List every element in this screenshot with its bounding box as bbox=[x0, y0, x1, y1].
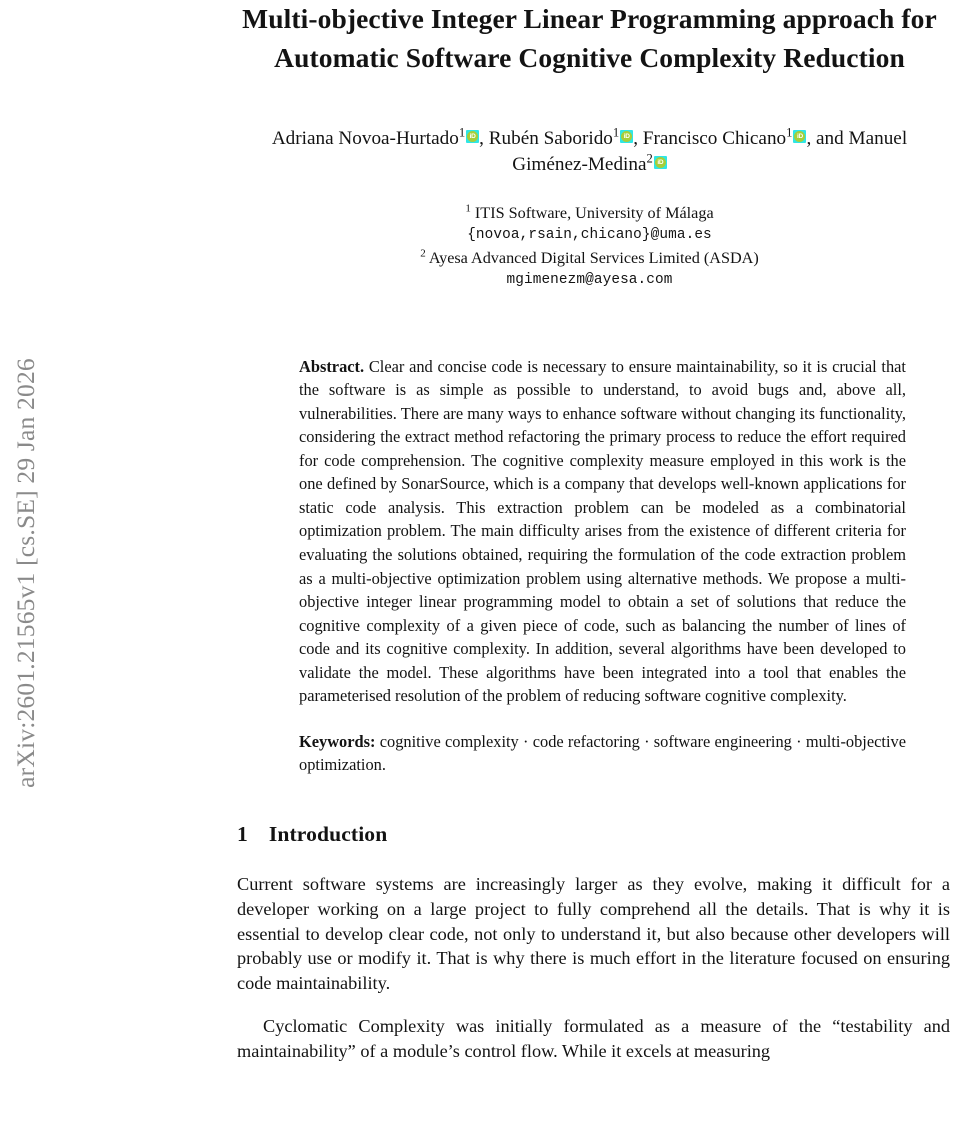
section-number: 1 bbox=[237, 821, 248, 846]
keywords-text: cognitive complexity · code refactoring · software engineering · multi-objective optimization. bbox=[299, 731, 906, 775]
section-title: Introduction bbox=[268, 821, 388, 846]
arxiv-stamp bbox=[0, 0, 52, 1145]
paper-page bbox=[237, 0, 950, 1145]
author-affiliation-marker: 2 bbox=[646, 151, 653, 166]
author-entry bbox=[488, 125, 643, 149]
affiliation-email[interactable]: mgimenezm@ayesa.com bbox=[506, 272, 673, 289]
keywords-label: Keywords: bbox=[299, 731, 376, 751]
affiliation-email[interactable]: {novoa,rsain,chicano}@uma.es bbox=[467, 227, 712, 244]
author-affiliation-marker: 1 bbox=[612, 125, 620, 140]
author-affiliation-marker: 1 bbox=[786, 125, 793, 140]
abstract-block bbox=[299, 355, 906, 708]
body-paragraph: Cyclomatic Complexity was initially formulated as a measure of the “testability and maintainability” of a module’s control flow. While it excels at measuring bbox=[237, 1016, 950, 1062]
affiliation-institution: ITIS Software, University of Málaga bbox=[474, 204, 714, 222]
body-paragraph: Current software systems are increasingly larger as they evolve, making it difficult for a developer working on a large project to fully comprehend all the details. That is why it is essential to develop clear code, not only to understand it, but also because other developers will probably use or modify it. That is why there is much effort in the literature focused on ensuring code maintainability. bbox=[237, 873, 950, 994]
affiliation-institution: Ayesa Advanced Digital Services Limited (ASDA) bbox=[428, 248, 759, 267]
affiliation-marker: 2 bbox=[420, 247, 426, 260]
author-entry bbox=[642, 125, 849, 149]
section-heading-introduction bbox=[237, 822, 950, 847]
abstract-text: Clear and concise code is necessary to ensure maintainability, so it is crucial that the software is as simple as possible to understand, to avoid bugs and, above all, vulnerabilities. There are many ways to enhance software without changing its functionality, considering the extract method refactoring the primary process to reduce the effort required for code comprehension. The cognitive complexity measure employed in this work is the one defined by SonarSource, which is a company that develops well-known applications for static code analysis. This extraction problem can be modeled as a combinatorial optimization problem. The main difficulty arises from the existence of different criteria for evaluating the solutions obtained, requiring the formulation of the code extraction problem as a multi-objective optimization problem using alternative methods. We propose a multi-objective integer linear programming model to obtain a set of solutions that reduce the cognitive complexity of a given piece of code, such as balancing the number of lines of code and its cognitive complexity. In addition, several algorithms have been developed to validate the model. These algorithms have been integrated into a tool that enables the parameterised resolution of the problem of reducing software cognitive complexity. bbox=[299, 356, 906, 706]
affiliation-entry bbox=[237, 202, 942, 224]
keywords-block bbox=[299, 730, 906, 777]
arxiv-stamp-text: arXiv:2601.21565v1 [cs.SE] 29 Jan 2026 bbox=[11, 357, 40, 788]
author-name: Manuel Giménez-Medina bbox=[512, 128, 908, 175]
author-name: Rubén Saborido bbox=[488, 128, 613, 149]
author-name: Adriana Novoa-Hurtado bbox=[271, 128, 459, 149]
affiliation-list bbox=[237, 202, 942, 292]
orcid-icon[interactable] bbox=[654, 156, 667, 169]
orcid-icon[interactable] bbox=[793, 130, 806, 143]
page-title: Multi-objective Integer Linear Programming approach for Automatic Software Cognitive Complexity Reduction bbox=[242, 3, 937, 73]
author-separator: , bbox=[479, 128, 489, 149]
author-separator: , and bbox=[806, 128, 849, 149]
affiliation-marker: 1 bbox=[465, 202, 471, 215]
orcid-icon[interactable] bbox=[466, 130, 479, 143]
abstract-label: Abstract. bbox=[299, 356, 365, 376]
author-name: Francisco Chicano bbox=[642, 128, 787, 149]
author-list bbox=[237, 126, 942, 178]
author-entry bbox=[271, 125, 489, 149]
author-affiliation-marker: 1 bbox=[458, 125, 466, 140]
affiliation-entry bbox=[237, 247, 942, 269]
author-separator: , bbox=[633, 128, 643, 149]
orcid-icon[interactable] bbox=[620, 130, 633, 143]
